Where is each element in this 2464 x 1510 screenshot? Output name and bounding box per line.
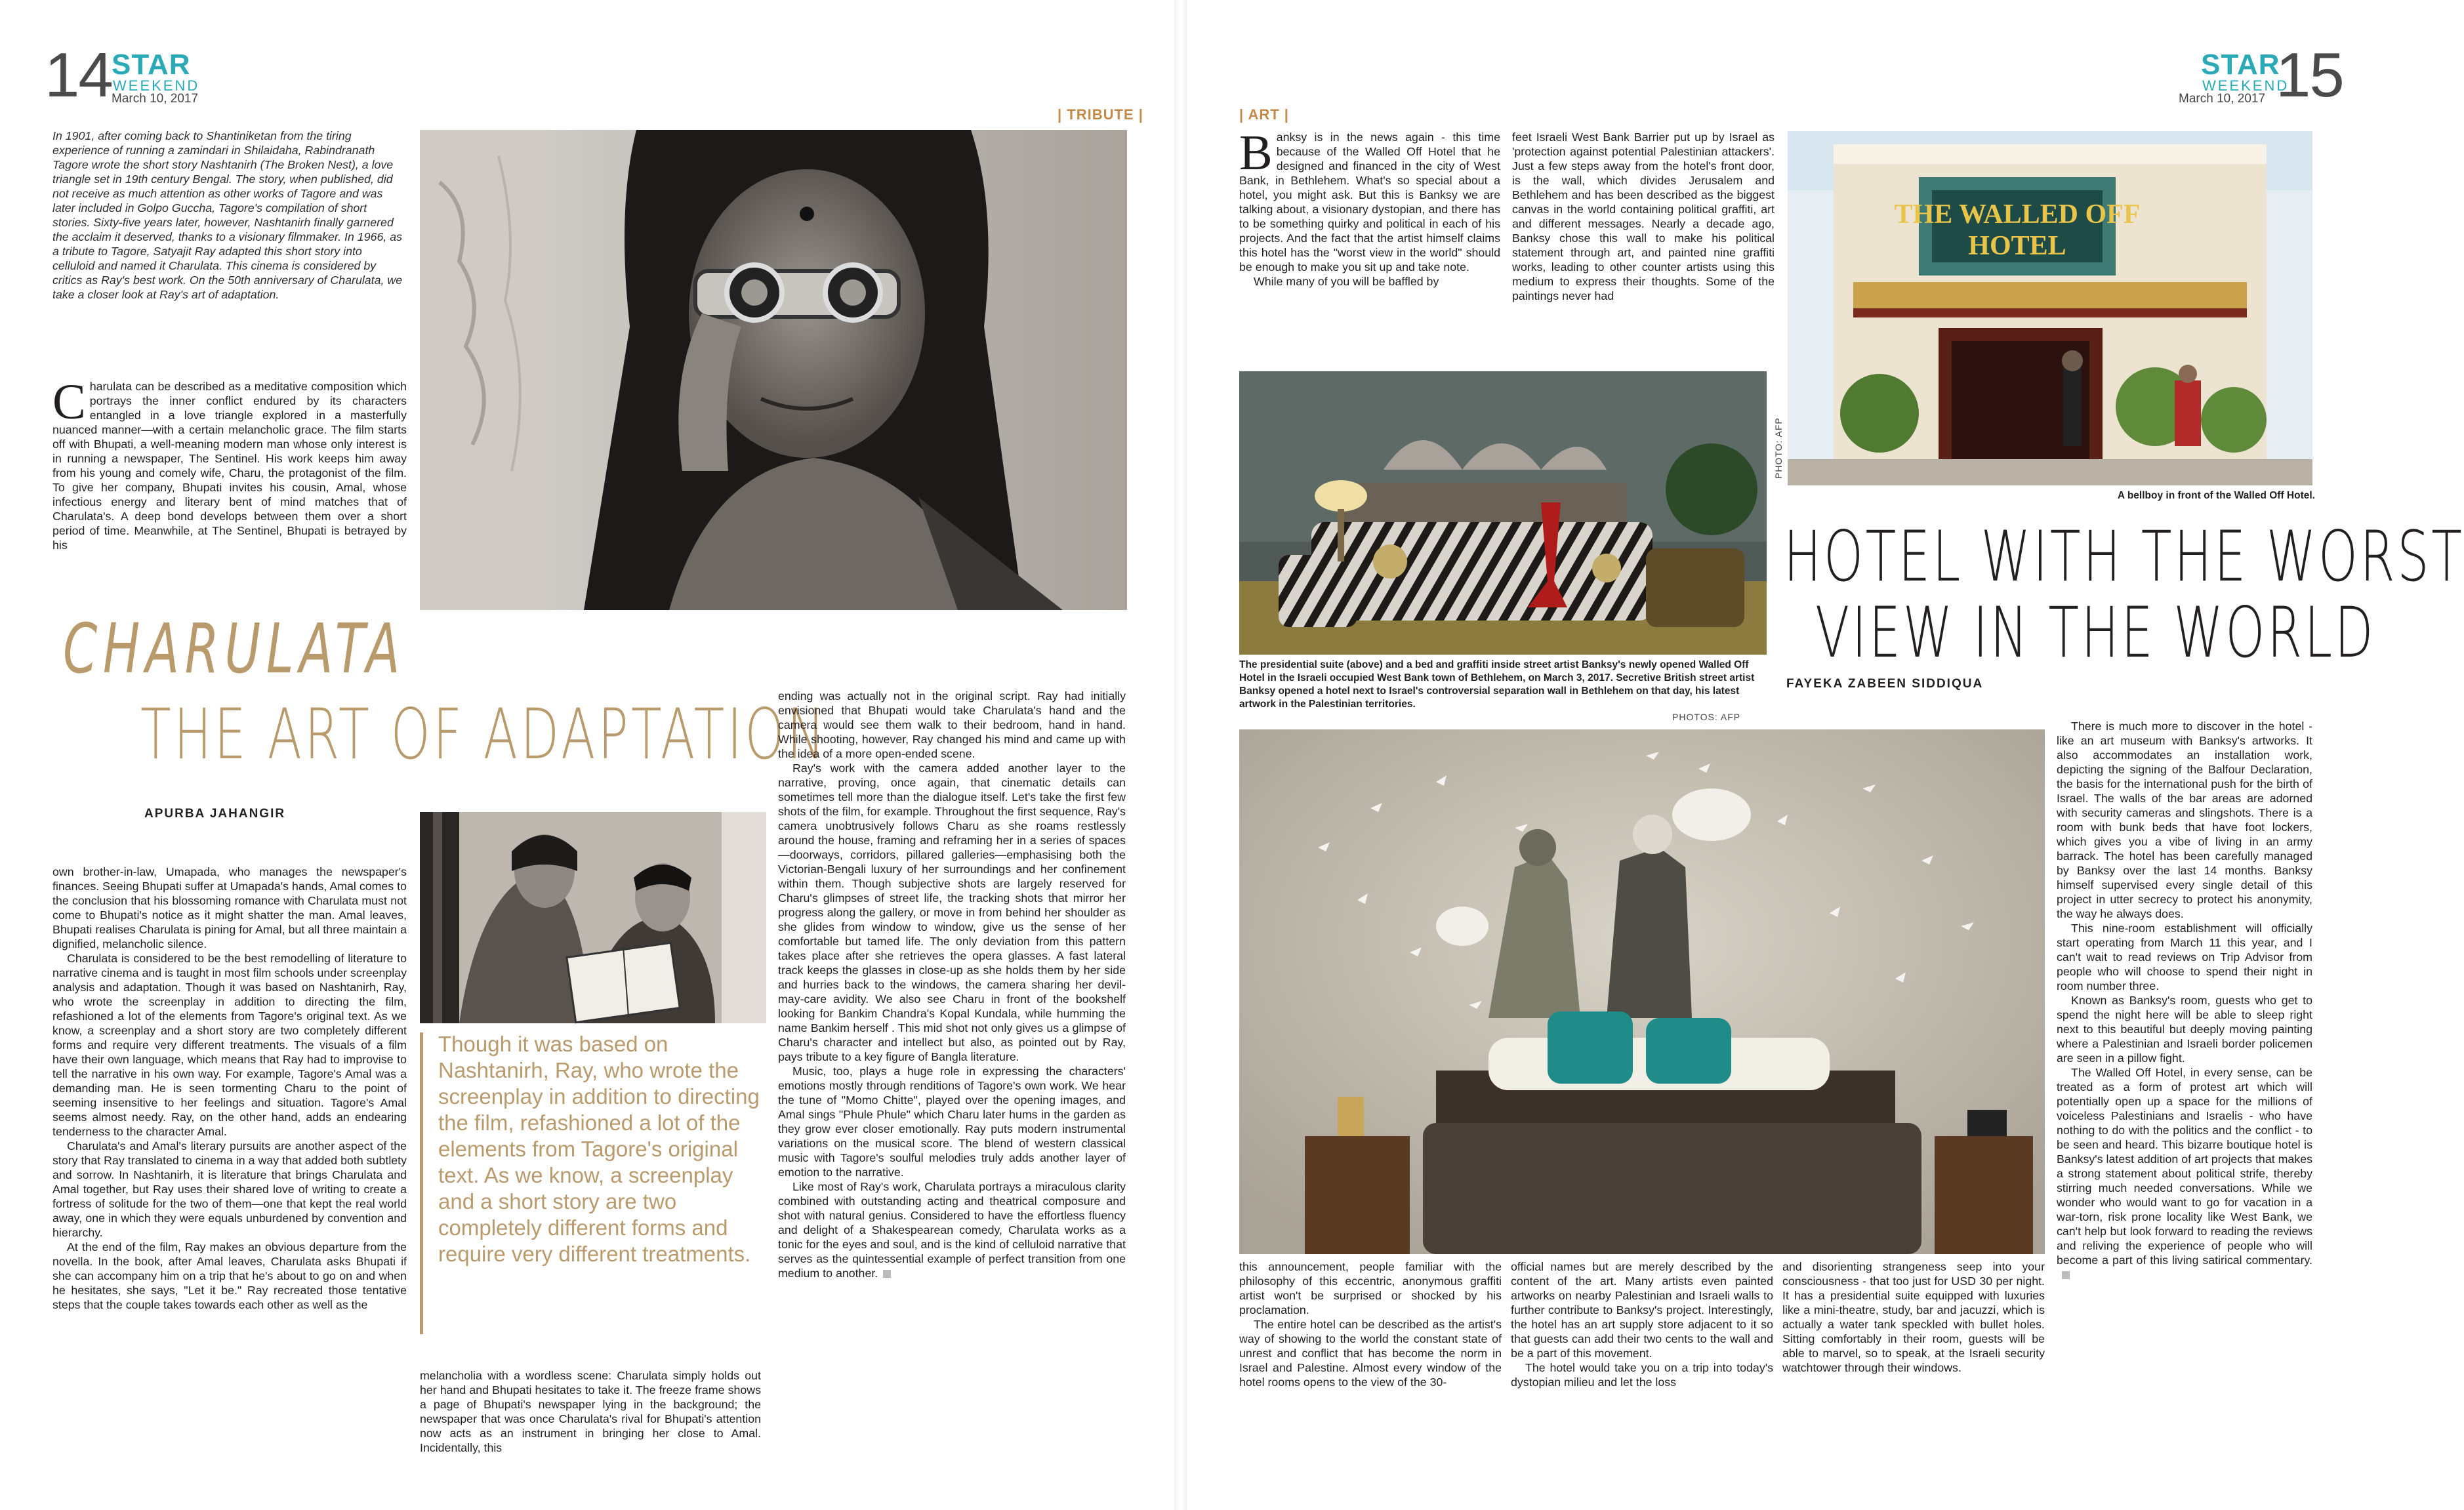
paragraph: Like most of Ray's work, Charulata portrays a miraculous clarity combined with outstanding acting and theatrical composure and shot with natural genius. Considered to have the effortless fluency and delight of a Shakespearean comedy, Charulata works as a tonic for the eyes and soul, and is the kind of celluloid narrative that serves as the quintessential example of perfect transition from one medium to another. (778, 1180, 1126, 1280)
hotel-sign-line-1: THE WALLED OFF (1894, 199, 2141, 230)
masthead-sub: WEEKEND (113, 77, 200, 94)
headline-art-of-adaptation: THE ART OF ADAPTATION (140, 694, 828, 775)
masthead-logo: STAR (112, 49, 191, 81)
byline: APURBA JAHANGIR (144, 807, 286, 821)
paragraph: The Walled Off Hotel, in every sense, can be treated as a form of protest art which will potentially open up a space for the millions of voiceless Palestinians and Israelis - who have nothing to do with the politics and the conflict - to be seen and heard. This bizarre boutique hotel is Banksy's latest addition of art projects that makes a strong statement about political strife, thereby stirring much needed conversations. While we wonder who would want to go for vacation in a war-torn, risk prone locality like West Bank, we can't help but look forward to reading the reviews and reliving the experience of people who will become a part of this living satirical commentary. (2057, 1065, 2312, 1282)
body-column-3 (1782, 1259, 2045, 1476)
bed-graffiti-photo (1239, 729, 2045, 1254)
hotel-sign-line-2: HOTEL (1968, 231, 2066, 261)
paragraph: official names but are merely described by the content of the art. Many artists even painted artworks on nearby Palestinian and Israeli walls to further contribute to Banksy's project. Interestingly, the hotel has an art supply store adjacent to it so that guests can add their two cents to the wall and be a part of this movement. (1511, 1260, 1773, 1360)
pullquote-bar (420, 1032, 423, 1334)
photos-credit: PHOTOS: AFP (1672, 712, 1741, 722)
body-column-2 (420, 1368, 761, 1484)
paragraph: feet Israeli West Bank Barrier put up by Israel as 'protection against potential Palestinian attackers'. Just a few steps away from the hotel's front door, is the wall, which divides Jerusalem and Bethlehem and has been described as the biggest canvas in the world containing political graffiti, art and different messages. Nearly a decade ago, Banksy chose this wall to make his political statement through art, and painted nine graffiti works, leading to other counter artists using this medium to express their thoughts. Some of the paintings never had (1512, 131, 1775, 302)
lead-text: harulata can be described as a meditative composition which portrays the inner conflict endured by its characters entangled in a love triangle explored in a masterfully nuanced manner—with a certain melancholic grace. The film starts off with Bhupati, a well-meaning modern man whose only interest is in running a newspaper, The Sentinel. His work keeps him away from his young and comely wife, Charu, the protagonist of the film. To give her company, Bhupati invites his cousin, Amal, whose infectious energy and literary bent of mind matches that of Charulata's. A deep bond develops between them over a short period of time. Meanwhile, at The Sentinel, Bhupati is betrayed by his (52, 380, 407, 552)
page-gutter (1174, 0, 1187, 1510)
issue-date: March 10, 2017 (2179, 92, 2266, 106)
paragraph: this announcement, people familiar with the philosophy of this eccentric, anonymous graffiti artist won't be surprised or shocked by his proclamation. (1239, 1260, 1502, 1316)
intro-paragraph: In 1901, after coming back to Shantiniketan from the tiring experience of running a zamindari in Shilaidaha, Rabindranath Tagore wrote the short story Nashtanirh (The Broken Nest), a love triangle set in 19th century Bengal. The story, when published, did not receive as much attention as other works of Tagore and was later included in Golpo Guccha, Tagore's compilation of short stories. Sixty-five years later, however, Nashtanirh finally garnered the acclaim it deserved, thanks to a visionary filmmaker. In 1966, as a tribute to Tagore, Satyajit Ray adapted this short story into celluloid and named it Charulata. This cinema is considered by critics as Ray's best work. On the 50th anniversary of Charulata, we take a closer look at Ray's art of adaptation. (52, 129, 403, 301)
lead-paragraph (52, 375, 407, 596)
right-page (1187, 0, 2464, 1510)
page-number: 15 (2276, 40, 2343, 110)
paragraph: melancholia with a wordless scene: Charulata simply holds out her hand and Bhupati hesitates to take it. The freeze frame shows a page of Bhupati's newspaper lying in the background; the newspaper that was once Charulata's rival for Bhupati's attention now acts as an instrument in bringing her close to Amal. Incidentally, this (420, 1369, 761, 1454)
paragraph: This nine-room establishment will officially start operating from March 11 this year, and I can't wait to read reviews on Trip Advisor from people who will choose to spend their night in room number three. (2057, 922, 2312, 992)
pullquote: Though it was based on Nashtanirh, Ray, who wrote the screenplay in addition to directing the film, refashioned a lot of the elements from Tagore's original text. As we know, a screenplay and a short story are two completely different forms and require very different treatments. (438, 1032, 760, 1266)
charulata-still-photo (420, 130, 1127, 610)
body-column-3 (778, 689, 1126, 1484)
body-column-1 (52, 865, 407, 1479)
paragraph: ending was actually not in the original script. Ray had initially envisioned that Bhupati would take Charulata's hand and the camera would see them walk to their bedroom, hand in hand. While shooting, however, Ray changed his mind and came up with the idea of a more open-ended scene. (778, 689, 1126, 760)
intro-column-2 (1512, 130, 1775, 363)
intro-column-1 (1239, 125, 1500, 363)
paragraph: and disorienting strangeness seep into your consciousness - that too just for USD 30 per night. It has a presidential suite equipped with luxuries like a mini-theatre, study, bar and jacuzzi, which is actually a water tank speckled with bullet holes. Sitting comfortably in their room, guests will be able to marvel, so to speak, at the Israeli security watchtower through their windows. (1782, 1260, 2045, 1374)
headline-line-1: HOTEL WITH THE WORST (1784, 516, 2464, 597)
byline: FAYEKA ZABEEN SIDDIQUA (1786, 677, 1984, 691)
lead-text: anksy is in the news again - this time because of the Walled Off Hotel that he designed and financed in the city of West Bank, in Bethlehem. What's so special about a hotel, you might ask. But this is Banksy we are talking about, a visionary dystopian, and there has to be something quirky and political in each of his projects. And the fact that the artist himself claims this hotel has the "worst view in the world" should be enough to make you sit up and take note. (1239, 131, 1500, 274)
left-page (0, 0, 1174, 1510)
issue-date: March 10, 2017 (112, 92, 199, 106)
body-column-2 (1511, 1259, 1773, 1476)
paragraph: The hotel would take you on a trip into today's dystopian milieu and let the loss (1511, 1361, 1773, 1389)
paragraph: Known as Banksy's room, guests who get to spend the night here will be able to sleep right next to this beautiful but deeply moving painting where a Palestinian and Israeli border policemen are seen in a pillow fight. (2057, 994, 2312, 1065)
paragraph: There is much more to discover in the hotel - like an art museum with Banksy's artworks. It also accommodates an installation work, depicting the signing of the Balfour Declaration, the basis for the international push for the birth of Israel. The walls of the bar areas are adorned with security cameras and slingshots. There is a room with bunk beds that have foot lockers, which gives you a vibe of living in an army barrack. The hotel has been carefully managed by Banksy over the last 14 months. Banksy himself supervised every single detail of this project in utter secrecy to protect his anonymity, the way he always does. (2057, 720, 2312, 920)
end-mark (2062, 1271, 2070, 1279)
paragraph: Music, too, plays a huge role in expressing the characters' emotions mostly through renditions of Tagore's own work. We hear the tune of "Momo Chitte", played over the opening images, and Amal sings "Phule Phule" which Charu later hums in the garden as they grow ever closer emotionally. Ray puts modern instrumental variations on the musical score. The blend of western classical music with Tagore's soulful melodies truly adds another layer of emotion to the narrative. (778, 1065, 1126, 1179)
drop-cap: C (52, 375, 86, 430)
hotel-exterior-photo (1788, 131, 2312, 485)
suite-photo-caption: The presidential suite (above) and a bed and graffiti inside street artist Banksy's newly opened Walled Off Hotel in the Israeli occupied West Bank town of Bethlehem, on March 3, 2017. Secretive British street artist Banksy opened a hotel next to Israel's controversial separation wall in Bethlehem on that day, his latest artwork in the Palestinian territories. (1239, 659, 1755, 710)
paragraph: At the end of the film, Ray makes an obvious departure from the novella. In the book, after Amal leaves, Charulata asks Bhupati if she can accompany him on a trip that he's about to go on and when he hesitates, she says, "Let it be." Ray recreated those tentative steps that the couple takes towards each other as well as the (52, 1240, 407, 1311)
drop-cap: B (1239, 125, 1273, 180)
paragraph: own brother-in-law, Umapada, who manages the newspaper's finances. Seeing Bhupati suffer at Umapada's hands, Amal comes to the conclusion that his blossoming romance with Charulata must not come to Bhupati's notice as it might shatter the man. Amal leaves, Bhupati realises Charulata is pining for Amal, but all three maintain a dignified, melancholic silence. (52, 865, 407, 950)
headline-charulata: CHARULATA (63, 609, 405, 689)
paragraph: Charulata's and Amal's literary pursuits are another aspect of the story that Ray translated to cinema in a way that added both subtlety and sorrow. In Nashtanirh, it is literature that brings Charulata and Amal together, but Ray uses their shared love of writing to create a fortress of solitude for the two of them—one that kept the real world away, one in which they were equals unburdened by convention and hierarchy. (52, 1139, 407, 1239)
presidential-suite-photo (1239, 371, 1767, 655)
paragraph: While many of you will be baffled by (1254, 275, 1439, 288)
masthead-sub: WEEKEND (2202, 77, 2289, 94)
body-column-right (2057, 719, 2312, 1484)
masthead-logo: STAR (2201, 49, 2280, 81)
charulata-amal-reading-photo (420, 812, 766, 1023)
section-tag: | TRIBUTE | (1057, 106, 1143, 123)
opera-glasses (695, 265, 899, 320)
paragraph: Charulata is considered to be the best remodelling of literature to narrative cinema and is taught in most film schools under screenplay analysis and adaptation. Though it was based on Nashtanirh, Ray, who wrote the screenplay in addition to directing the film, refashioned a lot of the elements from Tagore's original text. As we know, a screenplay and a short story are two completely different forms and require very different treatments. The visuals of a film have their own language, which means that Ray had to improvise to tell the narrative in his own way. For example, Tagore's Amal was a demanding man. He is seen tormenting Charu to the point of seeming insensitive to her feelings and situation. Tagore's Amal seems almost needy. Ray, on the other hand, adds an endearing tenderness to the character Amal. (52, 952, 407, 1138)
paragraph: The entire hotel can be described as the artist's way of showing to the world the constant state of unrest and conflict that has become the norm in Israel and Palestine. Almost every window of the hotel rooms opens to the view of the 30- (1239, 1318, 1502, 1389)
photo-credit-vertical: PHOTO: AFP (1773, 417, 1784, 479)
hotel-photo-caption: A bellboy in front of the Walled Off Hotel. (2117, 490, 2315, 501)
body-column-1 (1239, 1259, 1502, 1476)
page-number: 14 (45, 40, 112, 110)
end-mark (883, 1270, 891, 1278)
paragraph: Ray's work with the camera added another layer to the narrative, proving, once again, that cinematic details can sometimes tell more than the dialogue itself. Let's take the first few shots of the film, for example. Throughout the first sequence, Ray's camera unobtrusively follows Charu as she roams restlessly around the house, framing and reframing her in a series of spaces—doorways, corridors, pillared galleries—emphasising both the Victorian-Bengali luxury of her surroundings and her confinement within them. Though subjective shots are largely reserved for Charu's glimpses of street life, the tracking shots that mirror her progress along the gallery, or move in from behind her shoulder as she glides from window to window, give us the sense of her comfortable but tamed life. The only deviation from this pattern takes place after she retrieves the opera glasses. A fast lateral track keeps the glasses in close-up as she holds them by her side and hurries back to the windows, the camera sharing her devil-may-care avidity. We also see Charu in front of the bookshelf looking for Bankim Chandra's Kopal Kundala, while humming the name Bankim herself . This mid shot not only gives us a glimpse of Charu's character and intellect but also, as pointed out by Ray, pays tribute to a key figure of Bangla literature. (778, 762, 1126, 1063)
headline-line-2: VIEW IN THE WORLD (1815, 592, 2376, 673)
section-tag: | ART | (1239, 106, 1289, 123)
